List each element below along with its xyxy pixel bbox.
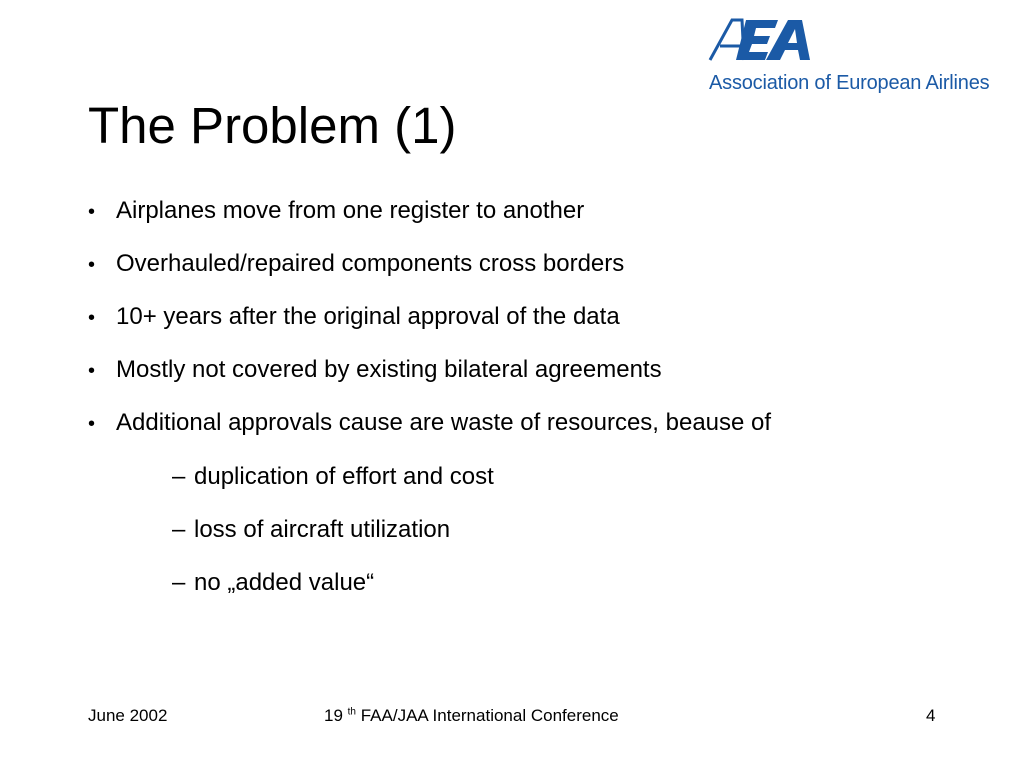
bullet-dot-icon: • xyxy=(88,413,96,435)
bullet-text: Mostly not covered by existing bilateral agreements xyxy=(116,356,662,383)
sub-bullet-text: duplication of effort and cost xyxy=(194,463,494,490)
bullet-item xyxy=(88,302,620,333)
sub-bullet-item xyxy=(172,515,450,545)
slide-title: The Problem (1) xyxy=(88,97,457,154)
bullet-text: Airplanes move from one register to another xyxy=(116,197,585,224)
bullet-text: 10+ years after the original approval of the data xyxy=(116,303,620,330)
bullet-text: Additional approvals cause are waste of resources, beause of xyxy=(116,409,772,436)
footer-date: June 2002 xyxy=(88,706,168,725)
aea-logo-mark-icon xyxy=(706,14,816,64)
aea-logo xyxy=(706,14,996,94)
dash-icon: – xyxy=(172,516,186,543)
page-number: 4 xyxy=(926,706,936,725)
sub-bullet-item xyxy=(172,462,494,492)
dash-icon: – xyxy=(172,463,186,490)
bullet-dot-icon: • xyxy=(88,254,96,276)
bullet-item xyxy=(88,408,771,439)
bullet-dot-icon: • xyxy=(88,360,96,382)
logo-text: Association of European Airlines xyxy=(709,72,990,94)
bullet-item xyxy=(88,196,584,227)
sub-bullet-text: loss of aircraft utilization xyxy=(194,516,451,543)
bullet-text: Overhauled/repaired components cross borders xyxy=(116,250,625,277)
sub-bullet-item xyxy=(172,568,374,598)
conference-name: FAA/JAA International Conference xyxy=(360,706,619,725)
conference-ordinal: th xyxy=(347,706,356,718)
bullet-item xyxy=(88,249,624,280)
bullet-item xyxy=(88,355,662,386)
footer-conference xyxy=(324,706,619,726)
conference-number: 19 xyxy=(324,706,343,725)
bullet-dot-icon: • xyxy=(88,201,96,223)
bullet-dot-icon: • xyxy=(88,307,96,329)
sub-bullet-text: no „added value“ xyxy=(194,569,375,596)
dash-icon: – xyxy=(172,569,186,596)
